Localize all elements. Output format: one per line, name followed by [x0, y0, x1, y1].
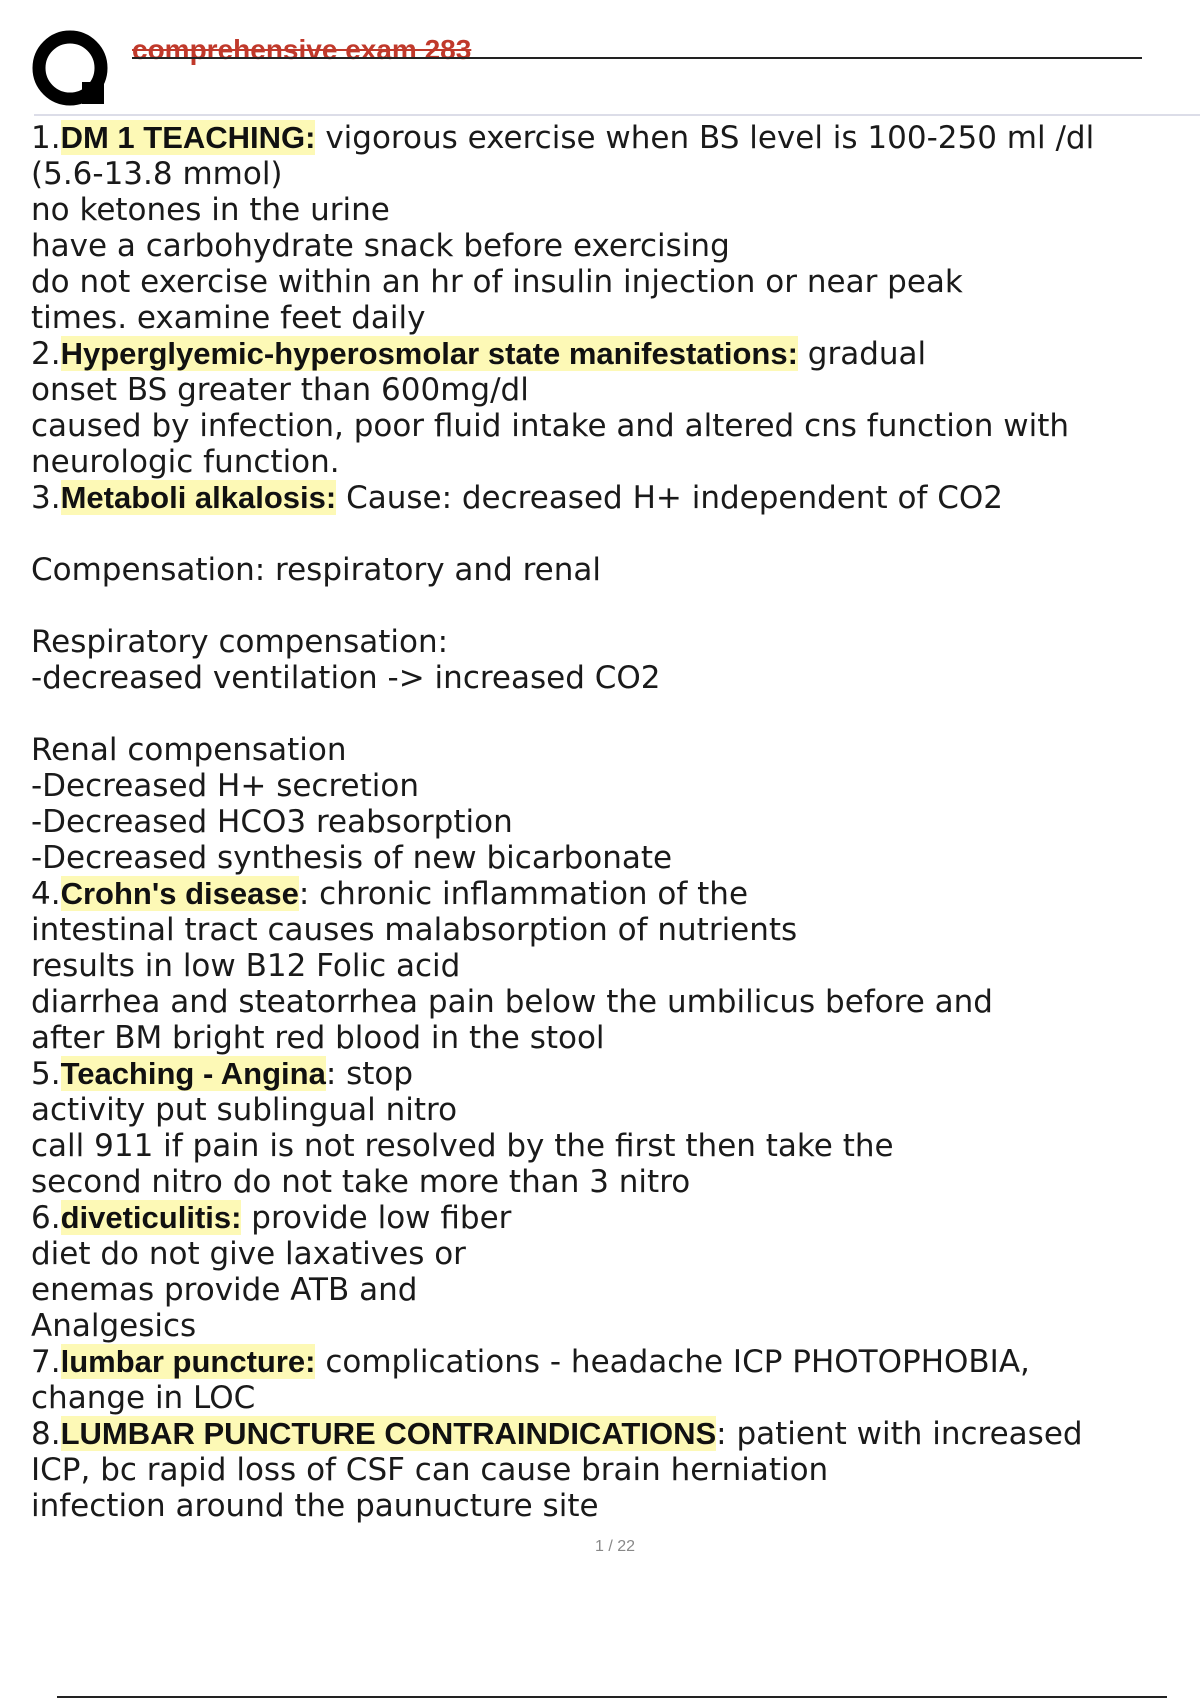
- body-line: enemas provide ATB and: [31, 1272, 418, 1308]
- q-logo-icon: [32, 30, 112, 110]
- body-line: Analgesics: [31, 1308, 197, 1344]
- body-line: activity put sublingual nitro: [31, 1092, 458, 1128]
- body-line: results in low B12 Folic acid: [31, 948, 461, 984]
- item-number: 4.: [31, 876, 61, 912]
- body-line: caused by infection, poor fluid intake and altered cns function with: [31, 408, 1070, 444]
- item-number: 1.: [31, 120, 61, 156]
- item-6-highlight: diveticulitis:: [60, 1200, 242, 1235]
- body-line: after BM bright red blood in the stool: [31, 1020, 605, 1056]
- page-indicator: 1 / 22: [594, 1538, 636, 1555]
- body-line: ICP, bc rapid loss of CSF can cause brain herniation: [31, 1452, 829, 1488]
- item-text: complications - headache ICP PHOTOPHOBIA,: [315, 1344, 1030, 1380]
- body-line: diet do not give laxatives or: [31, 1236, 466, 1272]
- body-line: do not exercise within an hr of insulin injection or near peak: [31, 264, 963, 300]
- body-line: no ketones in the urine: [31, 192, 390, 228]
- body-line: Compensation: respiratory and renal: [31, 552, 601, 588]
- item-3-highlight: Metaboli alkalosis:: [60, 480, 337, 515]
- item-2-highlight: Hyperglyemic-hyperosmolar state manifestations:: [60, 336, 798, 371]
- body-line: -Decreased H+ secretion: [31, 768, 419, 804]
- body-line: change in LOC: [31, 1380, 256, 1416]
- body-line: call 911 if pain is not resolved by the first then take the: [31, 1128, 894, 1164]
- body-line: times. examine feet daily: [31, 300, 426, 336]
- item-1-highlight: DM 1 TEACHING:: [60, 120, 316, 155]
- body-line: diarrhea and steatorrhea pain below the umbilicus before and: [31, 984, 993, 1020]
- spacer: [31, 588, 1181, 624]
- item-number: 7.: [31, 1344, 61, 1380]
- body-line: Renal compensation: [31, 732, 347, 768]
- item-number: 2.: [31, 336, 61, 372]
- item-2-heading-line: [31, 336, 1181, 372]
- item-5-highlight: Teaching - Angina: [60, 1056, 326, 1091]
- item-4-highlight: Crohn's disease: [60, 876, 299, 911]
- document-body: [31, 120, 1181, 1524]
- body-line: (5.6-13.8 mmol): [31, 156, 283, 192]
- body-line: infection around the paunucture site: [31, 1488, 599, 1524]
- item-7-highlight: lumbar puncture:: [60, 1344, 316, 1379]
- body-line: -Decreased synthesis of new bicarbonate: [31, 840, 673, 876]
- document-title: comprehensive exam 283: [132, 34, 472, 65]
- body-line: second nitro do not take more than 3 nitro: [31, 1164, 691, 1200]
- item-6-heading-line: [31, 1200, 1181, 1236]
- item-5-heading-line: [31, 1056, 1181, 1092]
- item-text: vigorous exercise when BS level is 100-250 ml /dl: [315, 120, 1095, 156]
- body-line: have a carbohydrate snack before exercising: [31, 228, 730, 264]
- item-number: 8.: [31, 1416, 61, 1452]
- header-divider: [34, 114, 1200, 116]
- body-line: intestinal tract causes malabsorption of nutrients: [31, 912, 798, 948]
- item-8-highlight: LUMBAR PUNCTURE CONTRAINDICATIONS: [60, 1416, 717, 1451]
- body-line: -Decreased HCO3 reabsorption: [31, 804, 513, 840]
- spacer: [31, 516, 1181, 552]
- item-8-heading-line: [31, 1416, 1181, 1452]
- body-line: -decreased ventilation -> increased CO2: [31, 660, 661, 696]
- item-text: Cause: decreased H+ independent of CO2: [336, 480, 1004, 516]
- body-line: Respiratory compensation:: [31, 624, 449, 660]
- body-line: neurologic function.: [31, 444, 340, 480]
- item-number: 6.: [31, 1200, 61, 1236]
- title-underline: [132, 57, 1142, 59]
- item-text: : chronic inflammation of the: [298, 876, 749, 912]
- item-text: : stop: [325, 1056, 414, 1092]
- spacer: [31, 696, 1181, 732]
- item-4-heading-line: [31, 876, 1181, 912]
- item-3-heading-line: [31, 480, 1181, 516]
- body-line: onset BS greater than 600mg/dl: [31, 372, 529, 408]
- footer-divider: [57, 1696, 1167, 1698]
- item-number: 5.: [31, 1056, 61, 1092]
- item-text: gradual: [797, 336, 927, 372]
- item-text: provide low fiber: [241, 1200, 512, 1236]
- item-1-heading-line: [31, 120, 1181, 156]
- item-text: : patient with increased: [716, 1416, 1083, 1452]
- item-number: 3.: [31, 480, 61, 516]
- item-7-heading-line: [31, 1344, 1181, 1380]
